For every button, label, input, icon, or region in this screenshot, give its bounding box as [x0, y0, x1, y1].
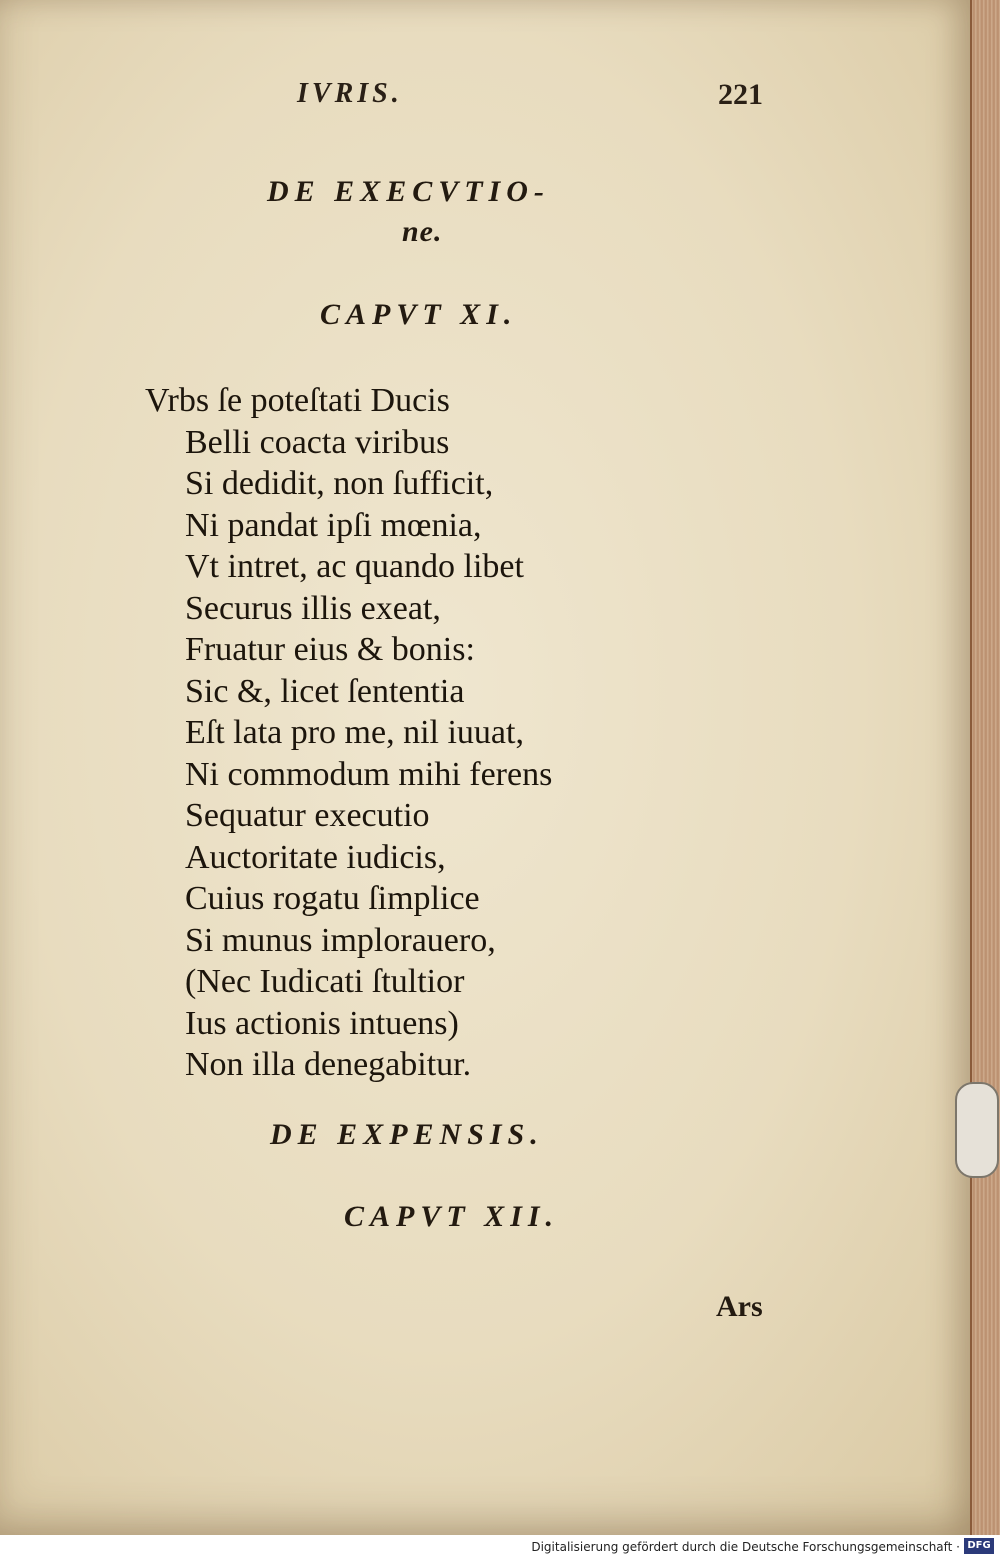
bookmark-tab [955, 1082, 999, 1178]
verse-line: (Nec Iudicati ſtultior [185, 963, 465, 1000]
verse-line: Si munus implorauero, [185, 921, 496, 959]
verse-line: Sic &, licet ſententia [185, 672, 465, 710]
section-heading-expenses: DE EXPENSIS. [270, 1118, 544, 1151]
verse-line: Eſt lata pro me, nil iuuat, [185, 714, 524, 751]
verse-line: Fruatur eius & bonis: [185, 631, 475, 668]
chapter-heading-xii: CAPVT XII. [344, 1200, 560, 1233]
funding-credit: Digitalisierung gefördert durch die Deutsche Forschungsgemeinschaft · [531, 1540, 960, 1554]
verse-line: Ius actionis intuens) [185, 1004, 459, 1042]
section-heading-execution-continuation: ne. [402, 215, 443, 248]
section-heading-execution: DE EXECVTIO- [267, 175, 550, 208]
catchword: Ars [716, 1290, 763, 1323]
page-number: 221 [718, 78, 763, 111]
verse-line: Belli coacta viribus [185, 423, 450, 461]
verse-line: Securus illis exeat, [185, 589, 441, 627]
page-edges [970, 0, 1000, 1535]
verse-line: Vrbs ſe poteſtati Ducis [145, 382, 450, 419]
verse-line: Ni commodum mihi ferens [185, 755, 553, 793]
verse-line: Sequatur executio [185, 797, 430, 834]
verse-block [145, 380, 705, 1086]
dfg-logo: DFG [964, 1538, 994, 1554]
verse-line: Si dedidit, non ſufficit, [185, 465, 494, 502]
verse-line: Ni pandat ipſi mœnia, [185, 506, 482, 544]
verse-line: Vt intret, ac quando libet [185, 548, 524, 585]
chapter-heading-xi: CAPVT XI. [320, 298, 518, 331]
verse-line: Non illa denegabitur. [185, 1046, 472, 1083]
running-head: IVRIS. [297, 78, 403, 109]
verse-line: Auctoritate iudicis, [185, 838, 446, 876]
verse-line: Cuius rogatu ſimplice [185, 880, 480, 917]
